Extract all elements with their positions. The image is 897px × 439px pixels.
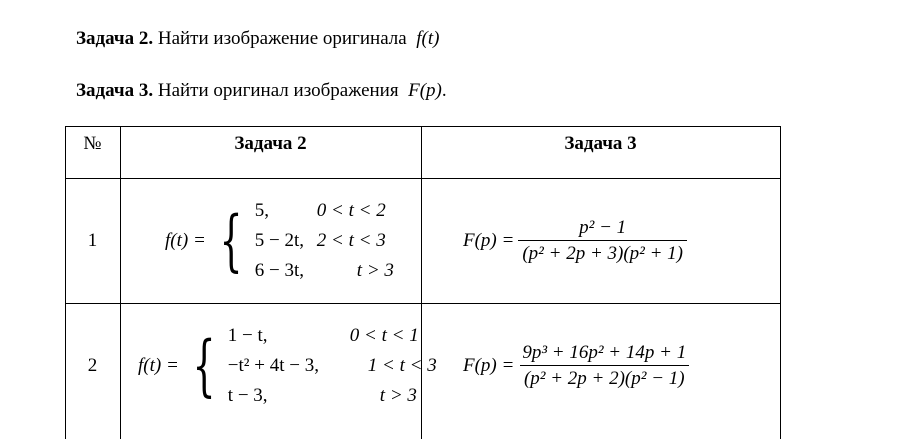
row-1-F-lhs: F(p) = xyxy=(463,229,515,251)
table-border-right xyxy=(780,126,781,439)
row-1-image xyxy=(463,178,687,303)
task-table xyxy=(65,126,781,439)
task-2-line xyxy=(76,28,439,50)
case-expression: 5, xyxy=(254,199,270,221)
task-3-argument: (p) xyxy=(419,80,442,101)
task-2-label: Задача 2. xyxy=(76,28,154,49)
task-3-text: Найти оригинал изображения xyxy=(157,80,399,101)
brace-icon: { xyxy=(219,201,243,279)
task-3-line xyxy=(76,80,447,102)
case-expression: −t² + 4t − 3, xyxy=(227,354,319,376)
case-row xyxy=(228,385,437,407)
case-condition: 0 < t < 1 xyxy=(349,324,419,346)
case-condition: 1 < t < 3 xyxy=(367,354,437,376)
row-1-fraction xyxy=(518,217,687,265)
row-1-f-lhs: f(t) = xyxy=(165,229,206,251)
task-2-text: Найти изображение оригинала xyxy=(157,28,407,49)
row-1-number: 1 xyxy=(87,229,98,251)
case-row xyxy=(255,230,394,252)
task-2-function: f xyxy=(416,28,422,49)
row-1-denominator: (p² + 2p + 3)(p² + 1) xyxy=(518,240,687,265)
row-1-cases xyxy=(255,200,394,282)
case-condition: t > 3 xyxy=(356,259,394,281)
header-task-3: Задача 3 xyxy=(564,133,637,154)
case-row xyxy=(255,200,394,222)
header-number: № xyxy=(83,133,102,154)
task-3-period: . xyxy=(441,80,447,101)
task-2-argument: (t) xyxy=(421,28,440,49)
case-row xyxy=(228,325,437,347)
case-condition: t > 3 xyxy=(379,384,417,406)
row-2-denominator: (p² + 2p + 2)(p² − 1) xyxy=(520,365,689,390)
header-task-2: Задача 2 xyxy=(234,133,307,154)
row-2-piecewise xyxy=(138,303,437,428)
case-condition: 2 < t < 3 xyxy=(316,229,386,251)
case-row xyxy=(228,355,437,377)
row-2-number: 2 xyxy=(87,354,98,376)
row-2-cases xyxy=(228,325,437,407)
case-expression: t − 3, xyxy=(227,384,268,406)
row-2-fraction xyxy=(518,342,690,390)
case-condition: 0 < t < 2 xyxy=(316,199,386,221)
row-1-numerator: p² − 1 xyxy=(579,216,627,238)
task-3-function: F xyxy=(408,80,420,101)
task-3-label: Задача 3. xyxy=(76,80,154,101)
row-2-F-lhs: F(p) = xyxy=(463,354,515,376)
brace-icon: { xyxy=(192,326,216,404)
case-expression: 6 − 3t, xyxy=(254,259,305,281)
row-2-numerator: 9p³ + 16p² + 14p + 1 xyxy=(522,341,687,363)
table-col-divider-1 xyxy=(120,126,121,439)
case-expression: 5 − 2t, xyxy=(254,229,305,251)
row-2-f-lhs: f(t) = xyxy=(138,354,179,376)
row-1-piecewise xyxy=(165,178,394,303)
row-2-image xyxy=(463,303,690,428)
case-row xyxy=(255,260,394,282)
case-expression: 1 − t, xyxy=(227,324,268,346)
